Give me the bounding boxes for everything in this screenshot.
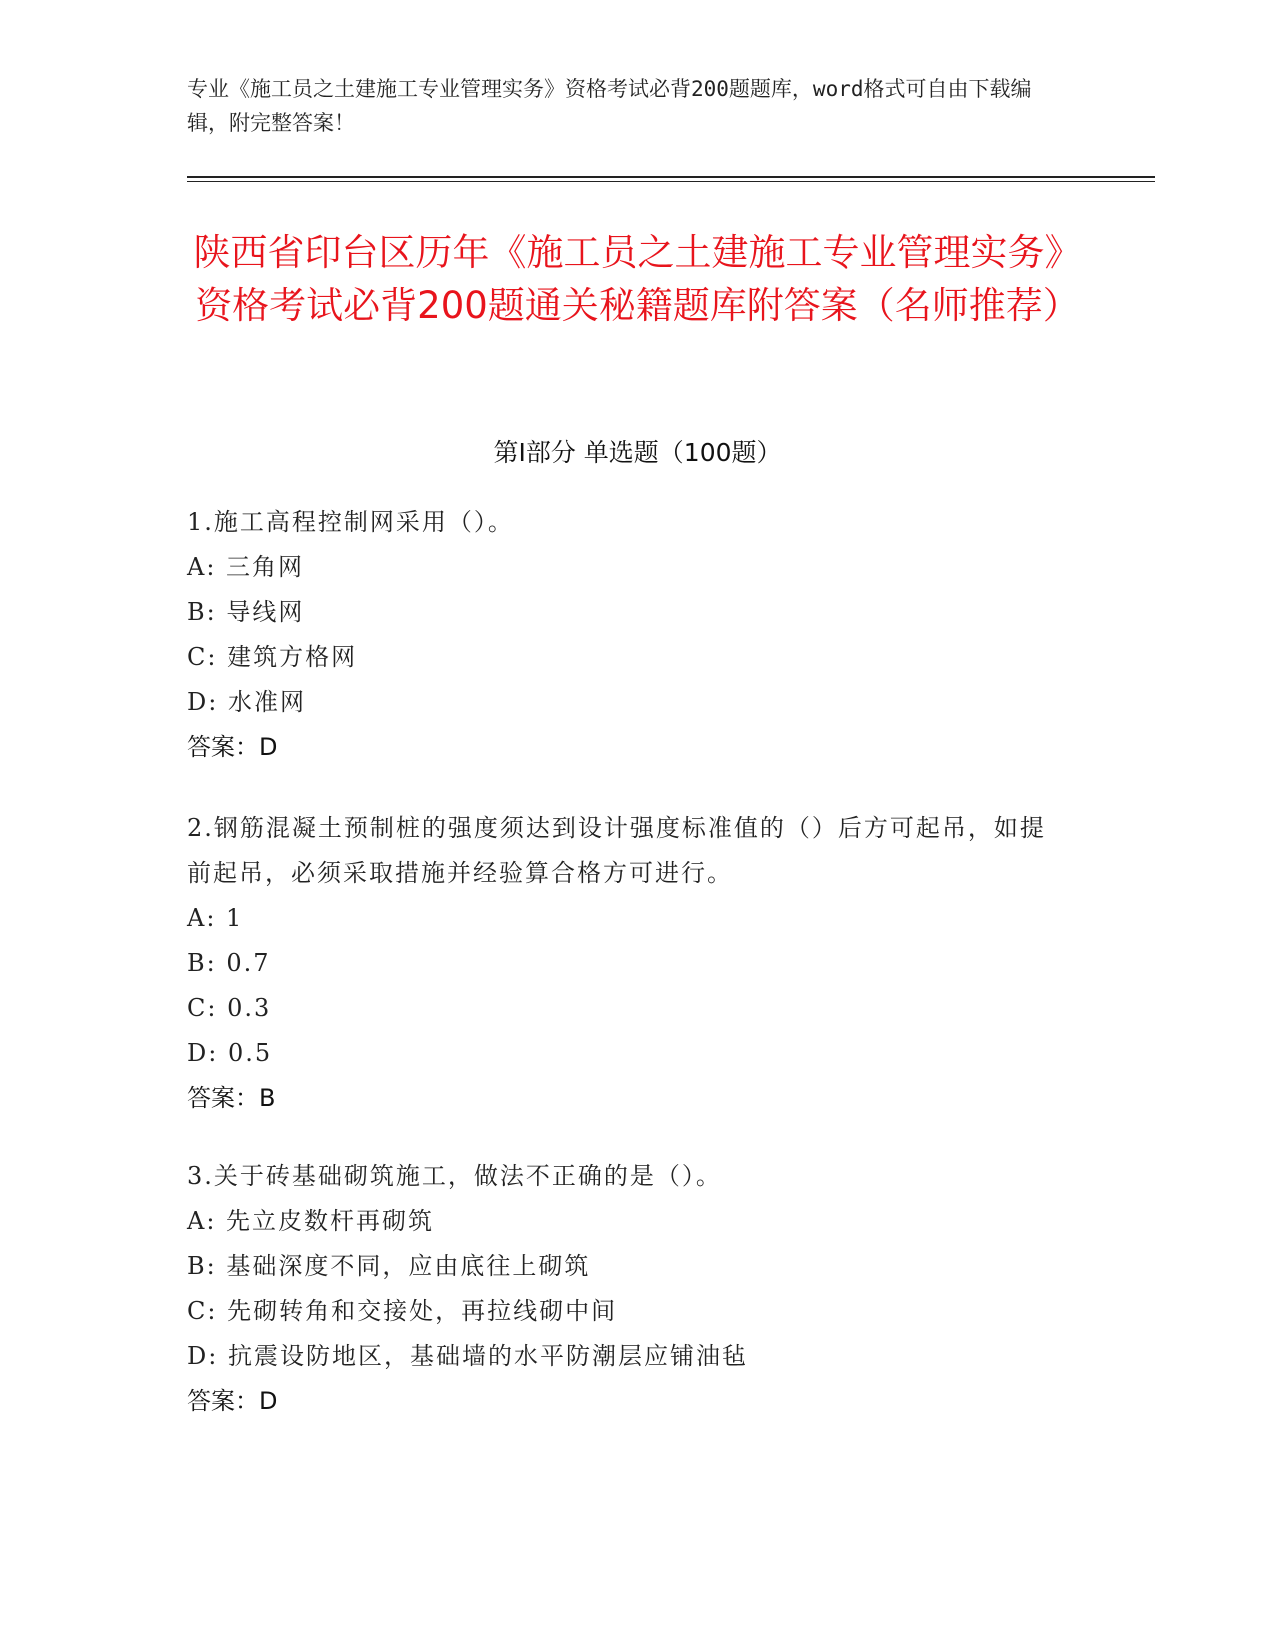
option-c: C: 0.3 [187, 994, 272, 1022]
question-stem: 2.钢筋混凝土预制桩的强度须达到设计强度标准值的（）后方可起吊，如提前起吊，必须采取措施并经验算合格方可进行。 [187, 814, 1046, 887]
answer: 答案：D [187, 733, 278, 761]
answer: 答案：D [187, 1387, 278, 1415]
option-b: B: 基础深度不同，应由底往上砌筑 [187, 1252, 591, 1280]
section-title: 第Ⅰ部分 单选题（100题） [493, 438, 782, 467]
question-2 [187, 806, 1067, 1121]
option-d: D: 抗震设防地区，基础墙的水平防潮层应铺油毡 [187, 1342, 748, 1370]
question-stem: 3.关于砖基础砌筑施工，做法不正确的是（）。 [187, 1162, 722, 1190]
option-a: A: 先立皮数杆再砌筑 [187, 1207, 435, 1235]
header-note: 专业《施工员之土建施工专业管理实务》资格考试必背200题题库，word格式可自由下载编辑，附完整答案！ [187, 77, 1032, 135]
option-b: B: 0.7 [187, 949, 271, 977]
answer: 答案：B [187, 1084, 276, 1112]
document-title: 陕西省印台区历年《施工员之土建施工专业管理实务》资格考试必背200题通关秘籍题库附答案（名师推荐） [193, 231, 1082, 327]
option-a: A: 三角网 [187, 553, 305, 581]
question-1 [187, 500, 1067, 770]
option-c: C: 建筑方格网 [187, 643, 358, 671]
option-a: A: 1 [187, 904, 244, 932]
option-d: D: 水准网 [187, 688, 306, 716]
option-d: D: 0.5 [187, 1039, 273, 1067]
question-stem: 1.施工高程控制网采用（）。 [187, 508, 514, 536]
question-3 [187, 1154, 1067, 1424]
option-c: C: 先砌转角和交接处，再拉线砌中间 [187, 1297, 618, 1325]
header-divider-thick [187, 176, 1155, 178]
option-b: B: 导线网 [187, 598, 305, 626]
header-divider-thin [187, 181, 1155, 182]
